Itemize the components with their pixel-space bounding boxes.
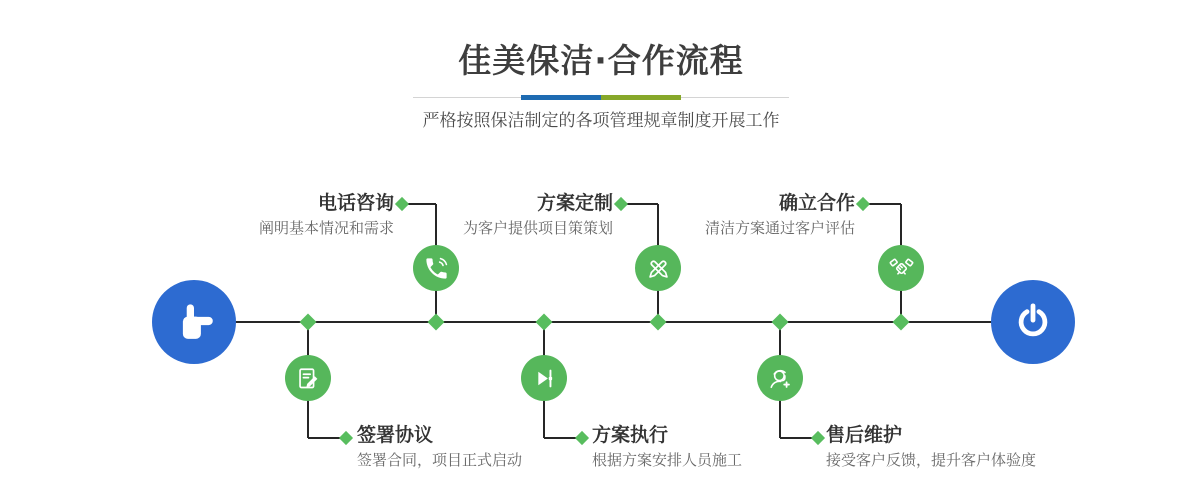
step-desc: 签署合同，项目正式启动: [357, 450, 523, 469]
label-diamond: [856, 197, 870, 211]
step-desc: 阐明基本情况和需求: [258, 218, 394, 237]
step-circle-execute: [521, 355, 567, 401]
step-title: 确立合作: [778, 192, 855, 214]
junction-diamond: [650, 314, 667, 331]
step-title: 电话咨询: [317, 192, 394, 214]
step-label-aftersale: [826, 425, 1036, 468]
play-slider-icon: [531, 365, 558, 392]
step-label-sign: [357, 425, 522, 468]
step-title: 售后维护: [826, 424, 903, 446]
junction-diamond: [300, 314, 317, 331]
step-title: 签署协议: [357, 424, 434, 446]
step-label-phone: [259, 193, 394, 236]
step-label-plan: [463, 193, 613, 236]
crossed-pencils-icon: [645, 255, 672, 282]
phone-icon: [423, 255, 450, 282]
step-label-execute: [592, 425, 742, 468]
label-diamond: [614, 197, 628, 211]
junction-diamond: [428, 314, 445, 331]
document-pen-icon: [295, 365, 322, 392]
handshake-icon: [888, 255, 915, 282]
step-title: 方案执行: [592, 424, 669, 446]
end-node: [991, 280, 1075, 364]
step-circle-aftersale: [757, 355, 803, 401]
junction-diamond: [772, 314, 789, 331]
step-desc: 清洁方案通过客户评估: [704, 218, 855, 237]
step-title: 方案定制: [536, 192, 613, 214]
connector-line: [780, 437, 813, 439]
label-diamond: [811, 431, 825, 445]
page-subtitle: 严格按照保洁制定的各项管理规章制度开展工作: [422, 111, 780, 131]
headset-plus-icon: [767, 365, 794, 392]
label-diamond: [575, 431, 589, 445]
step-circle-confirm: [878, 245, 924, 291]
label-diamond: [395, 197, 409, 211]
power-icon: [1011, 300, 1055, 344]
connector-line: [407, 203, 436, 205]
connector-line: [544, 437, 577, 439]
step-desc: 为客户提供项目策策划: [462, 218, 613, 237]
page-title: 佳美保洁·合作流程: [458, 41, 744, 80]
step-desc: 根据方案安排人员施工: [592, 450, 743, 469]
connector-line: [626, 203, 658, 205]
step-label-confirm: [705, 193, 855, 236]
step-circle-phone: [413, 245, 459, 291]
connector-line: [868, 203, 901, 205]
junction-diamond: [893, 314, 910, 331]
label-diamond: [339, 431, 353, 445]
junction-diamond: [536, 314, 553, 331]
pointing-hand-icon: [171, 299, 217, 345]
step-circle-sign: [285, 355, 331, 401]
start-node: [152, 280, 236, 364]
step-circle-plan: [635, 245, 681, 291]
connector-line: [308, 437, 341, 439]
step-desc: 接受客户反馈，提升客户体验度: [826, 450, 1037, 469]
